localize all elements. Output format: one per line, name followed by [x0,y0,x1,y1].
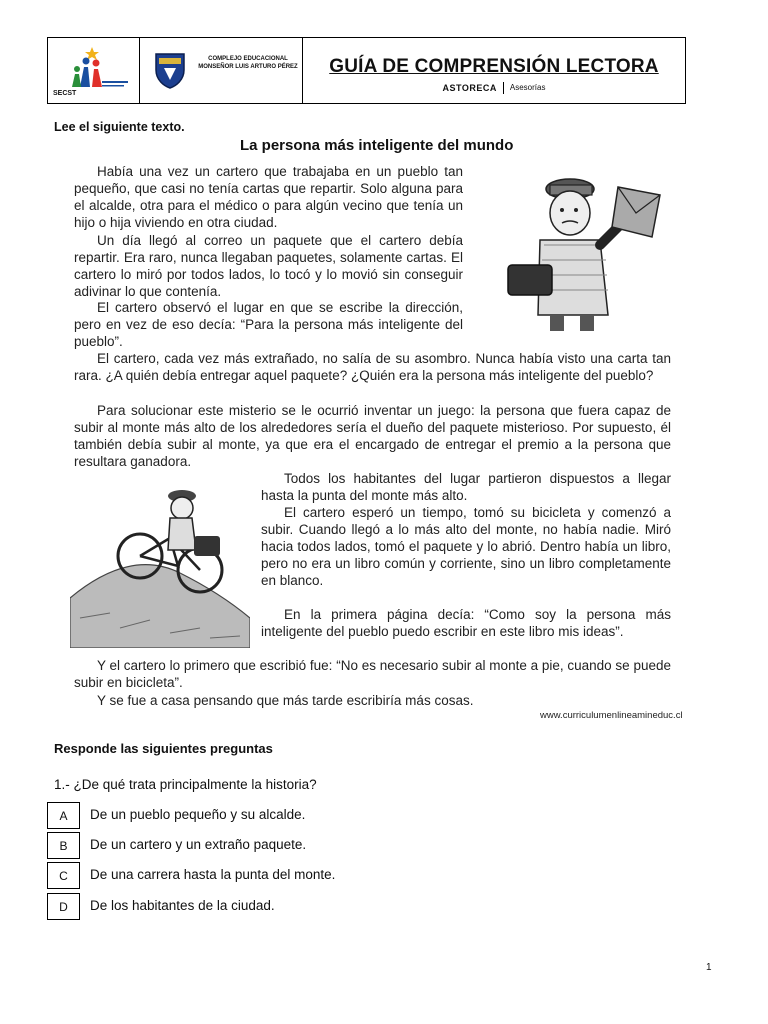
option-letter: C [59,868,68,883]
mailman-illustration [500,165,670,335]
option-b-text: De un cartero y un extraño paquete. [90,837,307,852]
questions-heading: Responde las siguientes preguntas [54,741,273,756]
option-a-text: De un pueblo pequeño y su alcalde. [90,807,306,822]
header-table [47,37,686,104]
question-1: 1.- ¿De qué trata principalmente la historia? [54,777,317,792]
paragraph-8: En la primera página decía: “Como soy la persona más inteligente del pueblo puedo escribir en este libro mis ideas”. [261,607,671,639]
option-letter: B [59,838,68,853]
paragraph-6: Todos los habitantes del lugar partieron dispuestos a llegar hasta la punta del monte más alto. [261,471,671,503]
school-crest-icon [150,50,190,90]
option-letter: A [59,808,68,823]
paragraph-10: Y se fue a casa pensando que más tarde escribiría más cosas. [97,693,474,708]
option-c-box[interactable] [47,862,80,889]
story-title: La persona más inteligente del mundo [240,137,514,154]
paragraph-7: El cartero esperó un tiempo, tomó su bicicleta y comenzó a subir. Cuando llegó a lo más alto del monte, no había nadie. Miró hacia todos lados, tomó el paquete y lo abrió. Dentro había un libro, pero no era un libro común y corriente, sino un libro completamente en blanco. [261,505,671,588]
astoreca-logo [443,82,546,94]
title-cell [303,38,685,103]
school-logo-cell [140,38,303,103]
cyclist-illustration [70,478,250,648]
option-a-box[interactable] [47,802,80,829]
paragraph-5: Para solucionar este misterio se le ocurrió inventar un juego: la persona que fuera capaz de subir al monte más alto de los alrededores sería el dueño del paquete misterioso. Por supuesto, él también debía subir al monte, ya que era el encargado de entregar el premio a la persona que resultara ganadora. [74,403,671,469]
option-letter: D [59,899,68,914]
paragraph-2: Un día llegó al correo un paquete que el cartero debía repartir. Era raro, nunca llegaban paquetes, solamente cartas. El cartero lo miró por todos lados, lo tocó y lo movió sin conseguir adivinar lo que contenía. [74,233,463,299]
option-b-box[interactable] [47,832,80,859]
reading-instruction: Lee el siguiente texto. [54,120,185,134]
option-d-box[interactable] [47,893,80,920]
astoreca-tag: Asesorías [509,83,546,92]
option-c-text: De una carrera hasta la punta del monte. [90,867,336,882]
source-url: www.curriculumenlineamineduc.cl [540,710,683,721]
divider [503,82,504,94]
paragraph-1: Había una vez un cartero que trabajaba en un pueblo tan pequeño, que casi no tenía cartas que repartir. Solo alguna para el alcalde, otra para el médico o para algún vecino que tenía un hijo o hija viviendo en otra ciudad. [74,164,463,230]
paragraph-9: Y el cartero lo primero que escribió fue: “No es necesario subir al monte a pie, cuando se puede subir en bicicleta”. [74,658,671,690]
paragraph-3: El cartero observó el lugar en que se escribe la dirección, pero en vez de eso decía: “Para la persona más inteligente del pueblo”. [74,300,463,349]
paragraph-4: El cartero, cada vez más extrañado, no salía de su asombro. Nunca había visto una carta tan rara. ¿A quién debía entregar aquel paquete? ¿Quién era la persona más inteligente del pueblo? [74,351,671,383]
school-name: COMPLEJO EDUCACIONAL MONSEÑOR LUIS ARTURO PÉREZ [198,56,298,70]
page-number: 1 [706,962,712,973]
astoreca-brand: ASTORECA [442,82,497,93]
secst-logo-cell [48,38,140,103]
secst-label: SECST [53,90,77,97]
option-d-text: De los habitantes de la ciudad. [90,898,275,913]
document-title: GUÍA DE COMPRENSIÓN LECTORA [329,55,659,77]
